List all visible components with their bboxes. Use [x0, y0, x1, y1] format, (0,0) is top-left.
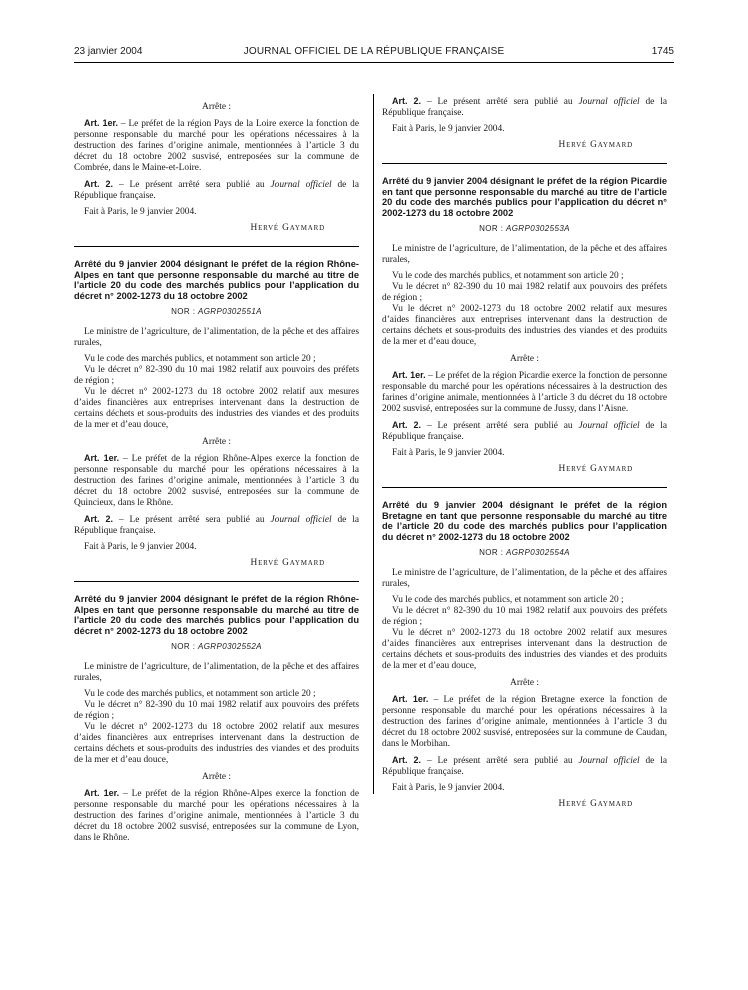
- journal-officiel-ref: Journal officiel: [578, 756, 640, 766]
- article-text: – Le présent arrêté sera publié au: [113, 180, 271, 190]
- article-2: [74, 179, 359, 202]
- journal-officiel-ref: Journal officiel: [578, 421, 640, 431]
- nor-label: NOR :: [171, 642, 198, 651]
- preamble-minister: Le ministre de l’agriculture, de l’alimentation, de la pêche et des affaires rurales,: [74, 662, 359, 683]
- decree-title: Arrêté du 9 janvier 2004 désignant le préfet de la région Rhône-Alpes en tant que personne responsable du marché au titre de l’article 20 du code des marchés publics pour l’application du décret n° 2002-1273 du 18 octobre 2002: [74, 594, 359, 636]
- decree-separator: [382, 163, 667, 164]
- article-text: – Le présent arrêté sera publié au: [113, 515, 271, 525]
- article-label: Art. 1er.: [392, 694, 429, 704]
- fait-a-paris: Fait à Paris, le 9 janvier 2004.: [84, 542, 197, 552]
- decree-separator: [382, 487, 667, 488]
- visa-2: Vu le décret n° 82-390 du 10 mai 1982 relatif aux pouvoirs des préfets de région ;: [382, 606, 667, 627]
- visa-2: Vu le décret n° 82-390 du 10 mai 1982 relatif aux pouvoirs des préfets de région ;: [74, 365, 359, 386]
- visa-3: Vu le décret n° 2002-1273 du 18 octobre 2002 relatif aux mesures d’aides financières aux entreprises intervenant dans la destruction de certains déchets et sous-produits des industries des viandes et des produits de la mer et d’eau douce,: [74, 387, 359, 430]
- article-text: – Le présent arrêté sera publié au: [421, 421, 579, 431]
- nor-reference: [74, 306, 359, 317]
- arrete-heading: Arrête :: [510, 678, 539, 688]
- article-1: [74, 453, 359, 509]
- fait-a-paris: Fait à Paris, le 9 janvier 2004.: [392, 448, 505, 458]
- journal-officiel-ref: Journal officiel: [270, 180, 332, 190]
- article-text: – Le préfet de la région Bretagne exerce la fonction de personne responsable du marché pour les opérations nécessaires à la destruction des farines d’origine animale, mentionnées à l’article 3 du décret du 18 octobre 2002 susvisé, entreposées sur la commune de Caudan, dans le Morbihan.: [382, 695, 667, 749]
- arrete-heading: Arrête :: [510, 354, 539, 364]
- article-2: [382, 755, 667, 778]
- right-column: [382, 96, 667, 822]
- article-1: [382, 370, 667, 415]
- nor-label: NOR :: [479, 224, 506, 233]
- visa-1: Vu le code des marchés publics, et notamment son article 20 ;: [84, 354, 316, 364]
- article-text-end: de la République française.: [382, 97, 667, 118]
- decree-title: Arrêté du 9 janvier 2004 désignant le préfet de la région Bretagne en tant que personne responsable du marché au titre de l’article 20 du code des marchés publics pour l’application du décret n° 2002-1273 du 18 octobre 2002: [382, 500, 667, 542]
- article-1: [382, 694, 667, 750]
- header-date: 23 janvier 2004: [74, 46, 143, 57]
- nor-code: AGRP0302551A: [197, 307, 262, 316]
- nor-code: AGRP0302554A: [505, 548, 570, 557]
- article-2: [74, 514, 359, 537]
- nor-code: AGRP0302553A: [505, 224, 570, 233]
- article-text: – Le préfet de la région Rhône-Alpes exerce la fonction de personne responsable du marché pour les opérations nécessaires à la destruction des farines d’origine animale, mentionnées à l’article 3 du décret du 18 octobre 2002 susvisé, entreposées sur la commune de Quincieux, dans le Rhône.: [74, 454, 359, 508]
- article-text-end: de la République française.: [74, 515, 359, 536]
- nor-label: NOR :: [479, 548, 506, 557]
- journal-officiel-ref: Journal officiel: [578, 97, 640, 107]
- visa-3: Vu le décret n° 2002-1273 du 18 octobre 2002 relatif aux mesures d’aides financières aux entreprises intervenant dans la destruction de certains déchets et sous-produits des industries des viandes et des produits de la mer et d’eau douce,: [382, 628, 667, 671]
- article-text-end: de la République française.: [382, 756, 667, 777]
- visa-3: Vu le décret n° 2002-1273 du 18 octobre 2002 relatif aux mesures d’aides financières aux entreprises intervenant dans la destruction de certains déchets et sous-produits des industries des viandes et des produits de la mer et d’eau douce,: [382, 304, 667, 347]
- page-number: 1745: [651, 46, 674, 57]
- article-label: Art. 2.: [392, 755, 422, 765]
- decree-title: Arrêté du 9 janvier 2004 désignant le préfet de la région Rhône-Alpes en tant que personne responsable du marché au titre de l’article 20 du code des marchés publics pour l’application du décret n° 2002-1273 du 18 octobre 2002: [74, 259, 359, 301]
- article-text: – Le présent arrêté sera publié au: [421, 97, 579, 107]
- journal-title: JOURNAL OFFICIEL DE LA RÉPUBLIQUE FRANÇAISE: [243, 46, 505, 57]
- preamble-minister: Le ministre de l’agriculture, de l’alimentation, de la pêche et des affaires rurales,: [74, 327, 359, 348]
- decree-separator: [74, 246, 359, 247]
- signature: Hervé Gaymard: [250, 558, 325, 568]
- visa-1: Vu le code des marchés publics, et notamment son article 20 ;: [392, 271, 624, 281]
- arrete-heading: Arrête :: [202, 437, 231, 447]
- left-column: [74, 96, 359, 849]
- arrete-heading: Arrête :: [202, 772, 231, 782]
- nor-label: NOR :: [171, 307, 198, 316]
- article-label: Art. 1er.: [84, 118, 119, 128]
- article-text: – Le présent arrêté sera publié au: [421, 756, 579, 766]
- article-2: [382, 96, 667, 119]
- article-label: Art. 2.: [84, 514, 114, 524]
- signature: Hervé Gaymard: [558, 140, 633, 150]
- fait-a-paris: Fait à Paris, le 9 janvier 2004.: [84, 207, 197, 217]
- visa-1: Vu le code des marchés publics, et notamment son article 20 ;: [84, 689, 316, 699]
- signature: Hervé Gaymard: [558, 799, 633, 809]
- nor-reference: [74, 641, 359, 652]
- article-label: Art. 1er.: [84, 788, 120, 798]
- article-text-end: de la République française.: [382, 421, 667, 442]
- article-text: – Le préfet de la région Pays de la Loire exerce la fonction de personne responsable du marché pour les opérations nécessaires à la destruction des farines d’origine animale, mentionnées à l’article 3 du décret du 18 octobre 2002 susvisé, entreposées sur la commune de Combrée, dans le Maine-et-Loire.: [74, 119, 359, 173]
- visa-2: Vu le décret n° 82-390 du 10 mai 1982 relatif aux pouvoirs des préfets de région ;: [382, 282, 667, 303]
- preamble-minister: Le ministre de l’agriculture, de l’alimentation, de la pêche et des affaires rurales,: [382, 568, 667, 589]
- article-label: Art. 1er.: [392, 370, 426, 380]
- decree-separator: [74, 581, 359, 582]
- article-2: [382, 420, 667, 443]
- journal-officiel-ref: Journal officiel: [270, 515, 332, 525]
- article-text: – Le préfet de la région Picardie exerce la fonction de personne responsable du marché pour les opérations nécessaires à la destruction des farines d’origine animale, mentionnées à l’article 3 du décret du 18 octobre 2002 susvisé, entreposées sur la commune de Jussy, dans l’Aisne.: [382, 371, 667, 414]
- signature: Hervé Gaymard: [558, 464, 633, 474]
- article-text: – Le préfet de la région Rhône-Alpes exerce la fonction de personne responsable du marché pour les opérations nécessaires à la destruction des farines d’origine animale, mentionnées à l’article 3 du décret du 18 octobre 2002 susvisé, entreposées sur la commune de Lyon, dans le Rhône.: [74, 789, 359, 843]
- article-text-end: de la République française.: [74, 180, 359, 201]
- column-divider: [373, 94, 374, 794]
- nor-code: AGRP0302552A: [197, 642, 262, 651]
- article-label: Art. 2.: [392, 420, 422, 430]
- nor-reference: [382, 223, 667, 234]
- visa-2: Vu le décret n° 82-390 du 10 mai 1982 relatif aux pouvoirs des préfets de région ;: [74, 700, 359, 721]
- article-1: [74, 118, 359, 174]
- arrete-heading: Arrête :: [202, 102, 231, 112]
- article-label: Art. 2.: [84, 179, 114, 189]
- decree-title: Arrêté du 9 janvier 2004 désignant le préfet de la région Picardie en tant que personne responsable du marché au titre de l’article 20 du code des marchés publics pour l’application du décret n° 2002-1273 du 18 octobre 2002: [382, 176, 667, 218]
- fait-a-paris: Fait à Paris, le 9 janvier 2004.: [392, 783, 505, 793]
- article-1: [74, 788, 359, 844]
- article-label: Art. 2.: [392, 96, 422, 106]
- article-label: Art. 1er.: [84, 453, 120, 463]
- nor-reference: [382, 547, 667, 558]
- preamble-minister: Le ministre de l’agriculture, de l’alimentation, de la pêche et des affaires rurales,: [382, 244, 667, 265]
- fait-a-paris: Fait à Paris, le 9 janvier 2004.: [392, 124, 505, 134]
- signature: Hervé Gaymard: [250, 223, 325, 233]
- visa-1: Vu le code des marchés publics, et notamment son article 20 ;: [392, 595, 624, 605]
- visa-3: Vu le décret n° 2002-1273 du 18 octobre 2002 relatif aux mesures d’aides financières aux entreprises intervenant dans la destruction de certains déchets et sous-produits des industries des viandes et des produits de la mer et d’eau douce,: [74, 722, 359, 765]
- header-rule: [74, 62, 674, 63]
